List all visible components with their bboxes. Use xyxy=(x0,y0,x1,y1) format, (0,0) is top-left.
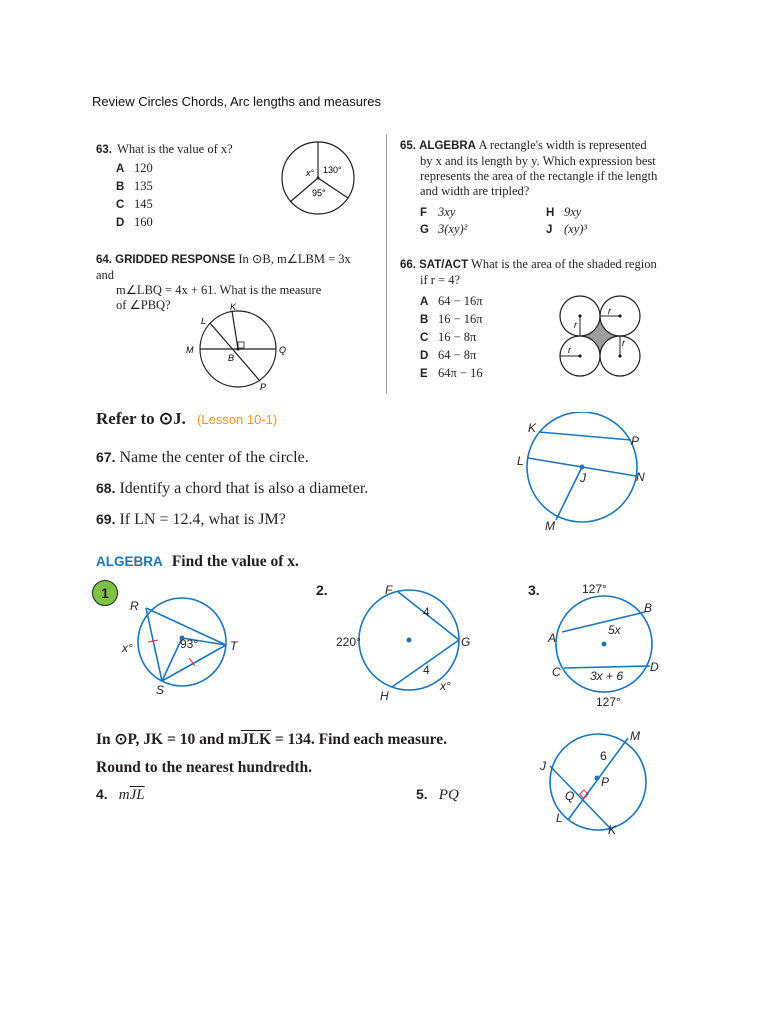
svg-text:220°: 220° xyxy=(336,635,361,649)
problem-1-badge: 1 xyxy=(92,580,118,606)
column-divider xyxy=(386,134,387,394)
svg-text:r: r xyxy=(574,320,577,330)
svg-text:J: J xyxy=(540,759,546,773)
svg-text:L: L xyxy=(201,316,207,326)
svg-text:T: T xyxy=(230,639,238,653)
svg-text:L: L xyxy=(517,454,524,468)
svg-text:J: J xyxy=(580,471,586,485)
svg-text:130°: 130° xyxy=(323,165,342,175)
svg-text:B: B xyxy=(644,601,653,615)
svg-text:r: r xyxy=(622,338,625,348)
svg-text:L: L xyxy=(556,811,563,825)
svg-text:P: P xyxy=(631,434,640,448)
page-title: Review Circles Chords, Arc lengths and measures xyxy=(92,94,382,109)
problem-63 xyxy=(96,138,233,157)
problem-63-number: 63. xyxy=(96,144,112,156)
svg-text:r: r xyxy=(568,345,571,355)
svg-text:K: K xyxy=(608,823,617,837)
svg-text:P: P xyxy=(601,775,610,789)
svg-text:6: 6 xyxy=(600,749,607,763)
problem-66-figure xyxy=(558,294,642,378)
svg-text:3x + 6: 3x + 6 xyxy=(590,669,624,683)
refer-items xyxy=(96,442,368,535)
svg-text:K: K xyxy=(528,421,537,435)
problem-2-number: 2. xyxy=(316,582,328,598)
problem-3-figure xyxy=(540,580,670,710)
svg-text:127°: 127° xyxy=(596,695,621,709)
circle-p-text: In ⊙P, JK = 10 and $m\overline{JLK} = 134$. Find each measure. Round to the nearest hundredth. xyxy=(96,731,448,776)
question-4: 4. $m\overline{JL}$ xyxy=(96,786,145,803)
svg-text:95°: 95° xyxy=(312,188,326,198)
svg-text:x°: x° xyxy=(122,641,133,655)
problem-64-figure xyxy=(180,300,295,395)
problem-2-figure xyxy=(330,578,480,703)
svg-text:S: S xyxy=(156,683,165,695)
problem-65-choices-right: H 9xy J (xy)³ xyxy=(546,205,588,236)
problem-65: 65. ALGEBRA A rectangle's width is represented by x and its length by y. Which expression best represents the area of the rectangle if the length and width are tripled? xyxy=(400,138,658,198)
svg-text:4: 4 xyxy=(423,663,430,677)
circle-p-figure xyxy=(536,726,661,838)
svg-text:93°: 93° xyxy=(180,637,199,651)
choice-d: D 160 xyxy=(116,215,153,229)
svg-text:K: K xyxy=(230,302,237,312)
svg-text:N: N xyxy=(636,470,645,484)
svg-text:127°: 127° xyxy=(582,582,607,596)
problem-66-choices: A 64 − 16π B 16 − 16π C 16 − 8π D 64 − 8π E 64π − 16 xyxy=(420,294,483,380)
problem-63-figure xyxy=(278,138,358,218)
problem-1-figure xyxy=(118,590,248,695)
svg-text:r: r xyxy=(608,306,611,316)
svg-text:D: D xyxy=(650,660,659,674)
svg-text:x°: x° xyxy=(440,679,451,693)
svg-text:x°: x° xyxy=(306,168,315,178)
problem-66: 66. SAT/ACT What is the area of the shaded region if r = 4? xyxy=(400,257,657,287)
circle-j-figure xyxy=(510,412,660,537)
svg-text:5x: 5x xyxy=(608,623,621,637)
problem-3-number: 3. xyxy=(528,582,540,598)
choice-b: B 135 xyxy=(116,179,153,193)
svg-text:H: H xyxy=(380,689,389,703)
problem-64: 64. GRIDDED RESPONSE In ⊙B, m∠LBM = 3x and m∠LBQ = 4x + 61. What is the measure of ∠PBQ? xyxy=(96,252,351,312)
svg-text:P: P xyxy=(260,382,267,392)
svg-text:A: A xyxy=(548,631,557,645)
svg-text:M: M xyxy=(186,345,194,355)
svg-text:C: C xyxy=(552,665,561,679)
choice-a: A 120 xyxy=(116,161,153,175)
svg-text:M: M xyxy=(630,729,640,743)
svg-text:4: 4 xyxy=(423,605,430,619)
item-69: 69. If LN = 12.4, what is JM? xyxy=(96,511,286,528)
item-67: 67. Name the center of the circle. xyxy=(96,449,309,466)
problem-63-choices xyxy=(116,160,153,232)
choice-c: C 145 xyxy=(116,197,153,211)
algebra-heading: ALGEBRA Find the value of x. xyxy=(96,553,299,570)
svg-text:M: M xyxy=(545,519,555,533)
problem-65-choices-left: F 3xy G 3(xy)² xyxy=(420,205,468,236)
svg-text:Q: Q xyxy=(565,789,575,803)
item-68: 68. Identify a chord that is also a diameter. xyxy=(96,480,369,497)
refer-heading: Refer to ⊙J. (Lesson 10-1) xyxy=(96,409,278,428)
svg-text:Q: Q xyxy=(279,345,287,355)
svg-text:G: G xyxy=(461,635,471,649)
problem-63-text: What is the value of x? xyxy=(117,142,233,156)
svg-text:R: R xyxy=(130,599,139,613)
question-5: 5. PQ xyxy=(416,786,459,803)
svg-text:B: B xyxy=(228,353,235,363)
svg-text:F: F xyxy=(385,583,393,597)
